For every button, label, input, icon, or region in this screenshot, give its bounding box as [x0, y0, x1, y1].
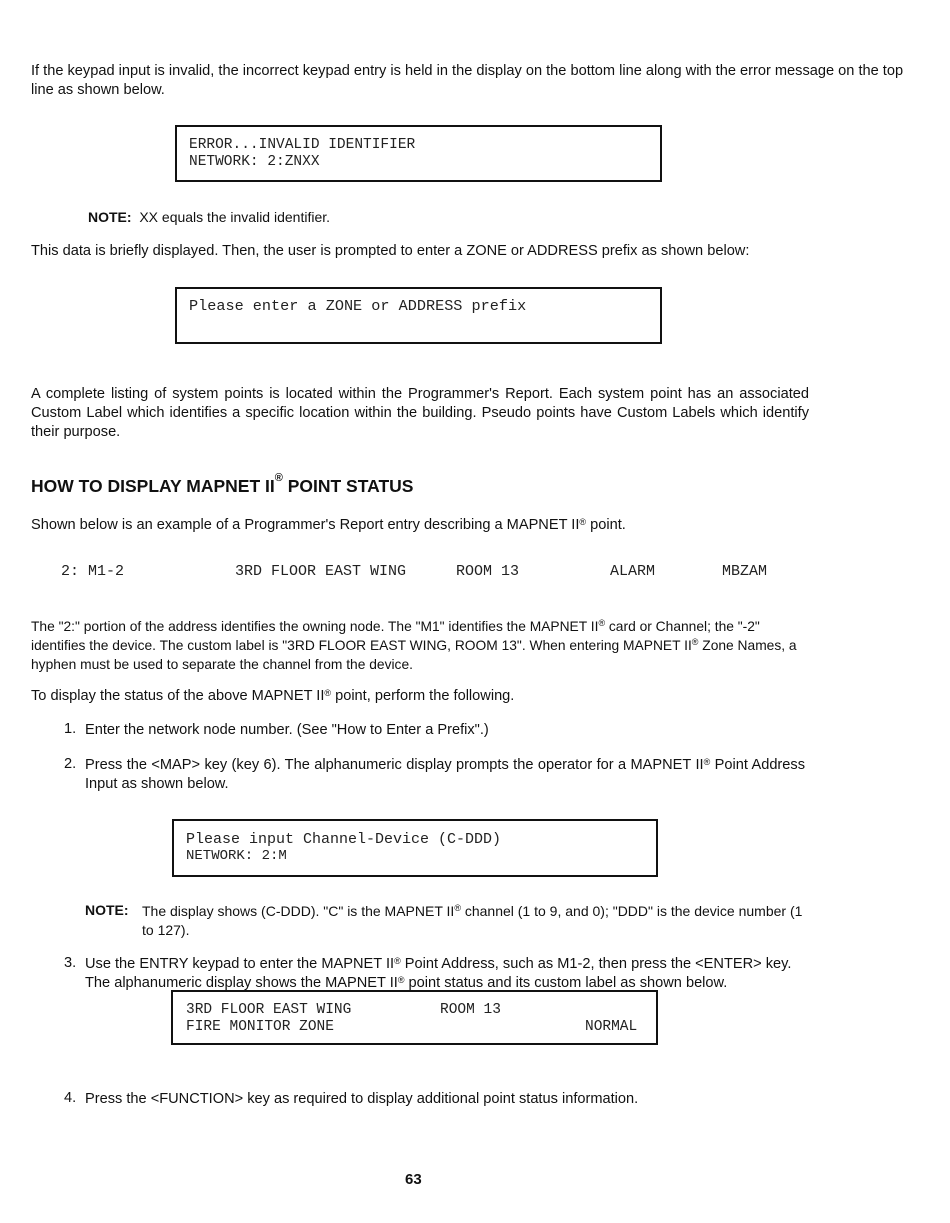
note-text-a: The display shows (C-DDD). "C" is the MAPNET II	[142, 903, 455, 919]
lcd-status-room: ROOM 13	[440, 1002, 501, 1018]
registered-mark: ®	[397, 975, 405, 985]
explain-text-2: card or Channel; the "-2" identifies the device. The custom label is "3RD FLOOR EAST WING, ROOM 13". When entering MAPNET II	[31, 619, 760, 653]
registered-mark: ®	[691, 637, 699, 647]
heading-text: HOW TO DISPLAY MAPNET II	[31, 476, 275, 496]
to-display-text: To display the status of the above MAPNET II	[31, 688, 325, 704]
explain-text-3: Zone Names, a hyphen must be used to separate the channel from the device.	[31, 638, 797, 672]
note-channel-text	[142, 902, 805, 940]
registered-mark: ®	[598, 618, 606, 628]
step-1-number: 1.	[64, 721, 77, 737]
registered-mark: ®	[454, 903, 461, 913]
shown-below-paragraph	[31, 516, 626, 535]
lcd-prompt-display	[175, 287, 662, 344]
step-2-number: 2.	[64, 756, 77, 772]
registered-mark: ®	[703, 757, 711, 767]
heading-text-end: POINT STATUS	[282, 476, 414, 496]
report-code: MBZAM	[722, 563, 768, 580]
step-3-text-b: Point Address, such as M1-2, then press the <ENTER> key. The alphanumeric display shows the MAPNET II	[85, 956, 792, 991]
lcd-prompt-line: Please enter a ZONE or ADDRESS prefix	[189, 297, 527, 315]
step-2-text-a: Press the <MAP> key (key 6). The alphanumeric display prompts the operator for a MAPNET II	[85, 757, 704, 773]
lcd-error-line-1: ERROR...INVALID IDENTIFIER	[189, 137, 416, 153]
step-3-number: 3.	[64, 955, 77, 971]
explain-text-1: The "2:" portion of the address identifies the owning node. The "M1" identifies the MAPNET II	[31, 619, 599, 634]
step-2-text	[85, 756, 805, 794]
registered-mark: ®	[579, 517, 587, 527]
page-number: 63	[405, 1171, 422, 1188]
lcd-error-line-2: NETWORK: 2:ZNXX	[189, 154, 320, 170]
lcd-channel-display	[172, 819, 658, 877]
explain-paragraph	[31, 617, 811, 674]
lcd-channel-line-2: NETWORK: 2:M	[186, 848, 287, 864]
lcd-status-label: 3RD FLOOR EAST WING	[186, 1002, 352, 1018]
to-display-text-end: point, perform the following.	[331, 688, 515, 704]
note-label: NOTE:	[88, 209, 132, 225]
report-room: ROOM 13	[456, 563, 520, 580]
step-3-text-c: point status and its custom label as shown below.	[404, 975, 728, 991]
note-invalid-identifier	[88, 208, 330, 227]
note-channel-device	[85, 902, 805, 940]
registered-mark: ®	[394, 956, 401, 966]
listing-paragraph: A complete listing of system points is located within the Programmer's Report. Each system point has an associated Custom Label which identifies a specific location within the building. Pseudo points have Custom Labels which identify their purpose.	[31, 386, 809, 440]
report-address: 2: M1-2	[61, 563, 125, 580]
error-paragraph: If the keypad input is invalid, the incorrect keypad entry is held in the display on the bottom line along with the error message on the top line as shown below.	[31, 63, 904, 98]
lcd-status-display	[171, 990, 658, 1045]
note-text: XX equals the invalid identifier.	[139, 209, 331, 225]
lcd-status-zone-type: FIRE MONITOR ZONE	[186, 1019, 334, 1035]
step-3-text	[85, 955, 805, 993]
section-heading	[31, 472, 414, 497]
note-label: NOTE:	[85, 902, 129, 918]
briefly-paragraph: This data is briefly displayed. Then, the user is prompted to enter a ZONE or ADDRESS prefix as shown below:	[31, 243, 750, 259]
registered-mark: ®	[324, 688, 332, 698]
shown-text-end: point.	[586, 517, 626, 533]
note-text-b: channel (1 to 9, and 0); "DDD" is the device number (1 to 127).	[142, 903, 803, 938]
registered-mark: ®	[274, 472, 283, 484]
lcd-status-state: NORMAL	[585, 1019, 638, 1035]
step-4-number: 4.	[64, 1090, 77, 1106]
report-label: 3RD FLOOR EAST WING	[235, 563, 407, 580]
shown-text: Shown below is an example of a Programmer's Report entry describing a MAPNET II	[31, 517, 580, 533]
step-2-text-b: Point Address Input as shown below.	[85, 757, 806, 792]
step-4-text: Press the <FUNCTION> key as required to display additional point status information.	[85, 1091, 639, 1107]
lcd-channel-line-1: Please input Channel-Device (C-DDD)	[186, 831, 502, 848]
to-display-paragraph	[31, 687, 514, 706]
report-type: ALARM	[610, 563, 656, 580]
step-3-text-a: Use the ENTRY keypad to enter the MAPNET II	[85, 956, 395, 972]
step-1-text: Enter the network node number. (See "How to Enter a Prefix".)	[85, 722, 489, 738]
lcd-error-display	[175, 125, 662, 182]
